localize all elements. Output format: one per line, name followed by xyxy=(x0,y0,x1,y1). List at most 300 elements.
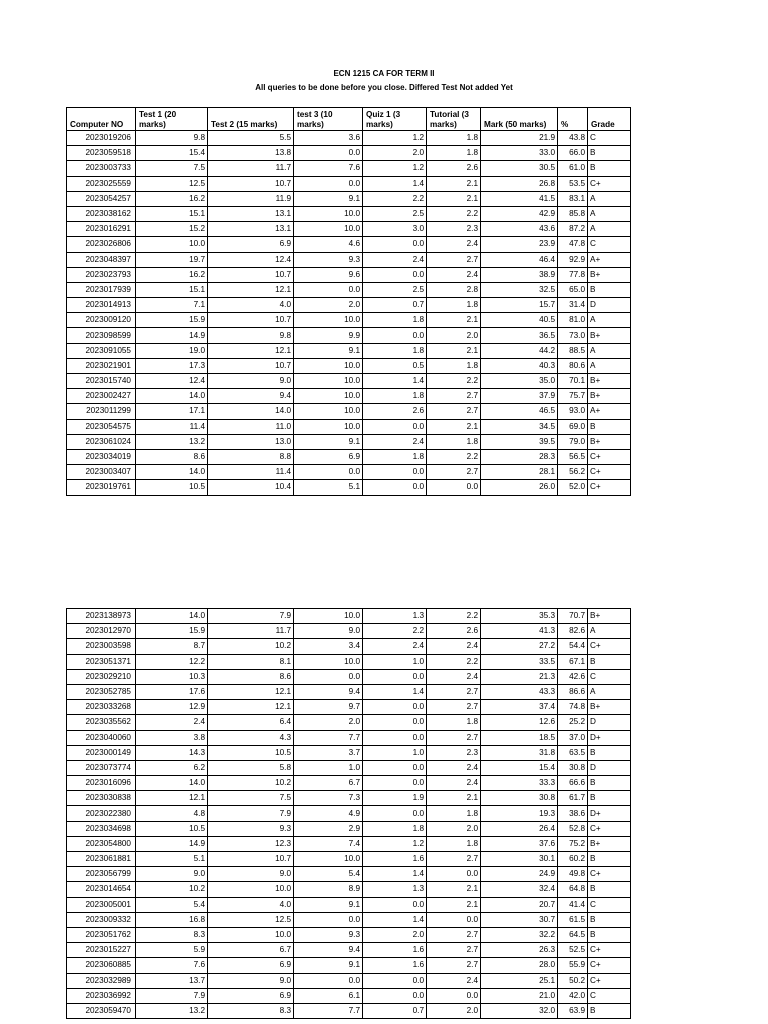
cell-computer-no: 2023009332 xyxy=(67,912,136,927)
cell-computer-no: 2023038162 xyxy=(67,206,136,221)
cell-test-2: 6.4 xyxy=(208,715,294,730)
cell-test-1: 14.0 xyxy=(136,465,208,480)
cell-grade: B+ xyxy=(588,836,631,851)
cell-computer-no: 2023059470 xyxy=(67,1003,136,1018)
cell-mark: 30.5 xyxy=(481,161,558,176)
cell-quiz-1: 1.4 xyxy=(363,176,427,191)
cell-mark: 41.3 xyxy=(481,624,558,639)
cell-mark: 33.3 xyxy=(481,776,558,791)
table-row xyxy=(67,912,631,927)
cell-computer-no: 2023054257 xyxy=(67,191,136,206)
cell-grade: C xyxy=(588,237,631,252)
cell-grade: B+ xyxy=(588,609,631,624)
cell-test-2: 9.0 xyxy=(208,973,294,988)
cell-quiz-1: 2.2 xyxy=(363,624,427,639)
cell-computer-no: 2023003733 xyxy=(67,161,136,176)
cell-percent: 92.9 xyxy=(558,252,588,267)
cell-tutorial: 2.2 xyxy=(427,609,481,624)
cell-computer-no: 2023061024 xyxy=(67,434,136,449)
cell-grade: D+ xyxy=(588,806,631,821)
cell-mark: 26.4 xyxy=(481,821,558,836)
cell-mark: 32.4 xyxy=(481,882,558,897)
cell-computer-no: 2023030838 xyxy=(67,791,136,806)
cell-test-3: 10.0 xyxy=(294,852,363,867)
cell-computer-no: 2023040060 xyxy=(67,730,136,745)
cell-grade: B xyxy=(588,161,631,176)
cell-grade: C xyxy=(588,669,631,684)
table-row xyxy=(67,358,631,373)
cell-test-3: 0.0 xyxy=(294,973,363,988)
cell-mark: 21.0 xyxy=(481,988,558,1003)
cell-percent: 37.0 xyxy=(558,730,588,745)
cell-percent: 67.1 xyxy=(558,654,588,669)
cell-tutorial: 2.2 xyxy=(427,206,481,221)
cell-percent: 70.7 xyxy=(558,609,588,624)
cell-test-1: 15.1 xyxy=(136,206,208,221)
cell-tutorial: 2.0 xyxy=(427,821,481,836)
cell-computer-no: 2023059518 xyxy=(67,146,136,161)
cell-mark: 37.9 xyxy=(481,389,558,404)
cell-quiz-1: 0.0 xyxy=(363,760,427,775)
cell-computer-no: 2023005001 xyxy=(67,897,136,912)
cell-percent: 49.8 xyxy=(558,867,588,882)
cell-mark: 26.3 xyxy=(481,943,558,958)
cell-percent: 93.0 xyxy=(558,404,588,419)
cell-test-3: 9.4 xyxy=(294,684,363,699)
cell-test-2: 9.3 xyxy=(208,821,294,836)
cell-mark: 31.8 xyxy=(481,745,558,760)
cell-mark: 24.9 xyxy=(481,867,558,882)
table-row xyxy=(67,760,631,775)
table-row xyxy=(67,389,631,404)
cell-test-2: 13.1 xyxy=(208,206,294,221)
cell-test-2: 9.0 xyxy=(208,867,294,882)
cell-test-3: 3.6 xyxy=(294,131,363,146)
cell-tutorial: 2.7 xyxy=(427,389,481,404)
cell-grade: C+ xyxy=(588,449,631,464)
cell-test-1: 14.3 xyxy=(136,745,208,760)
cell-mark: 19.3 xyxy=(481,806,558,821)
cell-mark: 28.1 xyxy=(481,465,558,480)
cell-percent: 52.8 xyxy=(558,821,588,836)
cell-test-1: 15.4 xyxy=(136,146,208,161)
cell-percent: 42.6 xyxy=(558,669,588,684)
cell-tutorial: 2.2 xyxy=(427,449,481,464)
cell-grade: D xyxy=(588,760,631,775)
cell-test-3: 2.9 xyxy=(294,821,363,836)
cell-test-2: 6.7 xyxy=(208,943,294,958)
cell-grade: A xyxy=(588,222,631,237)
cell-test-2: 10.7 xyxy=(208,176,294,191)
cell-tutorial: 2.7 xyxy=(427,943,481,958)
cell-mark: 33.0 xyxy=(481,146,558,161)
cell-test-3: 8.9 xyxy=(294,882,363,897)
cell-test-3: 10.0 xyxy=(294,609,363,624)
cell-test-2: 11.7 xyxy=(208,624,294,639)
cell-test-2: 9.0 xyxy=(208,374,294,389)
cell-computer-no: 2023000149 xyxy=(67,745,136,760)
cell-percent: 31.4 xyxy=(558,298,588,313)
cell-test-1: 16.2 xyxy=(136,191,208,206)
cell-quiz-1: 1.6 xyxy=(363,852,427,867)
table-row xyxy=(67,131,631,146)
cell-mark: 37.4 xyxy=(481,700,558,715)
cell-quiz-1: 1.0 xyxy=(363,745,427,760)
cell-quiz-1: 0.0 xyxy=(363,669,427,684)
cell-tutorial: 2.7 xyxy=(427,700,481,715)
cell-computer-no: 2023029210 xyxy=(67,669,136,684)
cell-mark: 41.5 xyxy=(481,191,558,206)
table-row xyxy=(67,927,631,942)
table-row xyxy=(67,867,631,882)
cell-test-3: 9.1 xyxy=(294,958,363,973)
cell-test-3: 9.0 xyxy=(294,624,363,639)
cell-tutorial: 2.4 xyxy=(427,639,481,654)
cell-quiz-1: 2.5 xyxy=(363,282,427,297)
cell-test-3: 7.4 xyxy=(294,836,363,851)
cell-test-3: 3.7 xyxy=(294,745,363,760)
cell-computer-no: 2023015227 xyxy=(67,943,136,958)
cell-test-2: 8.3 xyxy=(208,1003,294,1018)
cell-test-1: 15.9 xyxy=(136,624,208,639)
cell-test-2: 4.0 xyxy=(208,298,294,313)
cell-quiz-1: 3.0 xyxy=(363,222,427,237)
cell-mark: 34.5 xyxy=(481,419,558,434)
table-row xyxy=(67,791,631,806)
cell-quiz-1: 1.4 xyxy=(363,867,427,882)
cell-test-2: 10.4 xyxy=(208,480,294,495)
table-row xyxy=(67,806,631,821)
cell-percent: 56.2 xyxy=(558,465,588,480)
cell-test-1: 2.4 xyxy=(136,715,208,730)
cell-computer-no: 2023054800 xyxy=(67,836,136,851)
cell-tutorial: 2.7 xyxy=(427,852,481,867)
cell-quiz-1: 2.4 xyxy=(363,252,427,267)
cell-grade: B+ xyxy=(588,374,631,389)
cell-quiz-1: 0.0 xyxy=(363,897,427,912)
cell-quiz-1: 0.0 xyxy=(363,419,427,434)
cell-grade: C+ xyxy=(588,480,631,495)
cell-grade: B xyxy=(588,419,631,434)
cell-computer-no: 2023056799 xyxy=(67,867,136,882)
cell-test-2: 11.0 xyxy=(208,419,294,434)
cell-grade: D+ xyxy=(588,730,631,745)
cell-test-3: 7.3 xyxy=(294,791,363,806)
cell-percent: 74.8 xyxy=(558,700,588,715)
cell-mark: 38.9 xyxy=(481,267,558,282)
cell-tutorial: 2.7 xyxy=(427,252,481,267)
cell-test-3: 9.1 xyxy=(294,434,363,449)
cell-test-1: 15.9 xyxy=(136,313,208,328)
cell-test-3: 0.0 xyxy=(294,912,363,927)
table-row xyxy=(67,973,631,988)
cell-test-2: 8.8 xyxy=(208,449,294,464)
table-row xyxy=(67,776,631,791)
cell-percent: 75.2 xyxy=(558,836,588,851)
cell-test-1: 12.1 xyxy=(136,791,208,806)
cell-grade: C xyxy=(588,131,631,146)
cell-test-3: 5.4 xyxy=(294,867,363,882)
cell-computer-no: 2023091055 xyxy=(67,343,136,358)
cell-percent: 56.5 xyxy=(558,449,588,464)
table-row xyxy=(67,609,631,624)
cell-test-3: 9.1 xyxy=(294,343,363,358)
cell-computer-no: 2023034698 xyxy=(67,821,136,836)
cell-test-2: 12.1 xyxy=(208,282,294,297)
cell-mark: 30.8 xyxy=(481,791,558,806)
cell-test-3: 3.4 xyxy=(294,639,363,654)
table-row xyxy=(67,715,631,730)
cell-tutorial: 2.1 xyxy=(427,419,481,434)
cell-percent: 80.6 xyxy=(558,358,588,373)
cell-mark: 21.3 xyxy=(481,669,558,684)
cell-test-1: 3.8 xyxy=(136,730,208,745)
cell-mark: 35.0 xyxy=(481,374,558,389)
table-row xyxy=(67,465,631,480)
cell-tutorial: 1.8 xyxy=(427,434,481,449)
cell-grade: C+ xyxy=(588,639,631,654)
cell-computer-no: 2023003407 xyxy=(67,465,136,480)
cell-grade: C+ xyxy=(588,973,631,988)
cell-test-3: 10.0 xyxy=(294,374,363,389)
cell-computer-no: 2023060885 xyxy=(67,958,136,973)
cell-test-3: 10.0 xyxy=(294,313,363,328)
table-row xyxy=(67,206,631,221)
cell-grade: B xyxy=(588,1003,631,1018)
table-row xyxy=(67,282,631,297)
table-row xyxy=(67,222,631,237)
cell-tutorial: 2.1 xyxy=(427,313,481,328)
cell-test-1: 12.4 xyxy=(136,374,208,389)
cell-quiz-1: 0.7 xyxy=(363,1003,427,1018)
cell-tutorial: 2.7 xyxy=(427,927,481,942)
table-row xyxy=(67,480,631,495)
table-row xyxy=(67,958,631,973)
cell-computer-no: 2023073774 xyxy=(67,760,136,775)
cell-grade: A xyxy=(588,358,631,373)
cell-tutorial: 2.4 xyxy=(427,237,481,252)
cell-tutorial: 2.3 xyxy=(427,222,481,237)
header-test-3: test 3 (10 marks) xyxy=(294,108,363,131)
cell-test-1: 14.9 xyxy=(136,836,208,851)
cell-test-1: 9.8 xyxy=(136,131,208,146)
cell-test-3: 9.6 xyxy=(294,267,363,282)
cell-quiz-1: 1.2 xyxy=(363,161,427,176)
cell-tutorial: 2.1 xyxy=(427,176,481,191)
cell-computer-no: 2023098599 xyxy=(67,328,136,343)
cell-test-2: 13.1 xyxy=(208,222,294,237)
cell-percent: 82.6 xyxy=(558,624,588,639)
cell-test-2: 10.7 xyxy=(208,267,294,282)
table-row xyxy=(67,434,631,449)
header-mark: Mark (50 marks) xyxy=(481,108,558,131)
cell-quiz-1: 2.6 xyxy=(363,404,427,419)
cell-quiz-1: 1.3 xyxy=(363,882,427,897)
header-test-1: Test 1 (20 marks) xyxy=(136,108,208,131)
cell-test-2: 14.0 xyxy=(208,404,294,419)
cell-test-1: 7.6 xyxy=(136,958,208,973)
table-row xyxy=(67,821,631,836)
header-quiz-1: Quiz 1 (3 marks) xyxy=(363,108,427,131)
cell-test-3: 10.0 xyxy=(294,404,363,419)
table-row xyxy=(67,882,631,897)
cell-quiz-1: 0.0 xyxy=(363,267,427,282)
cell-test-2: 9.8 xyxy=(208,328,294,343)
cell-test-2: 13.8 xyxy=(208,146,294,161)
table-header-row xyxy=(67,108,631,131)
cell-grade: C xyxy=(588,988,631,1003)
cell-test-2: 12.3 xyxy=(208,836,294,851)
cell-quiz-1: 1.9 xyxy=(363,791,427,806)
cell-percent: 50.2 xyxy=(558,973,588,988)
cell-test-1: 14.0 xyxy=(136,609,208,624)
cell-computer-no: 2023051762 xyxy=(67,927,136,942)
cell-percent: 52.0 xyxy=(558,480,588,495)
cell-tutorial: 1.8 xyxy=(427,806,481,821)
cell-test-3: 9.9 xyxy=(294,328,363,343)
cell-quiz-1: 0.0 xyxy=(363,465,427,480)
cell-test-1: 6.2 xyxy=(136,760,208,775)
cell-mark: 44.2 xyxy=(481,343,558,358)
cell-mark: 32.5 xyxy=(481,282,558,297)
cell-test-1: 5.4 xyxy=(136,897,208,912)
cell-quiz-1: 0.0 xyxy=(363,806,427,821)
cell-test-3: 9.3 xyxy=(294,252,363,267)
cell-tutorial: 2.1 xyxy=(427,343,481,358)
cell-quiz-1: 2.0 xyxy=(363,927,427,942)
cell-test-3: 2.0 xyxy=(294,715,363,730)
cell-percent: 63.5 xyxy=(558,745,588,760)
cell-percent: 85.8 xyxy=(558,206,588,221)
cell-test-3: 0.0 xyxy=(294,282,363,297)
table-row xyxy=(67,419,631,434)
cell-test-2: 5.5 xyxy=(208,131,294,146)
cell-computer-no: 2023032989 xyxy=(67,973,136,988)
cell-percent: 61.0 xyxy=(558,161,588,176)
cell-mark: 36.5 xyxy=(481,328,558,343)
cell-computer-no: 2023014654 xyxy=(67,882,136,897)
table-row xyxy=(67,313,631,328)
cell-computer-no: 2023048397 xyxy=(67,252,136,267)
cell-grade: A xyxy=(588,343,631,358)
cell-computer-no: 2023023793 xyxy=(67,267,136,282)
cell-computer-no: 2023061881 xyxy=(67,852,136,867)
cell-tutorial: 0.0 xyxy=(427,867,481,882)
cell-percent: 42.0 xyxy=(558,988,588,1003)
cell-test-2: 12.1 xyxy=(208,684,294,699)
cell-quiz-1: 1.0 xyxy=(363,654,427,669)
cell-percent: 41.4 xyxy=(558,897,588,912)
cell-computer-no: 2023011299 xyxy=(67,404,136,419)
document-title: ECN 1215 CA FOR TERM II xyxy=(333,69,435,78)
cell-computer-no: 2023002427 xyxy=(67,389,136,404)
cell-computer-no: 2023033268 xyxy=(67,700,136,715)
cell-tutorial: 1.8 xyxy=(427,131,481,146)
cell-grade: B xyxy=(588,776,631,791)
cell-test-1: 12.9 xyxy=(136,700,208,715)
cell-test-3: 9.4 xyxy=(294,943,363,958)
cell-percent: 64.5 xyxy=(558,927,588,942)
cell-mark: 20.7 xyxy=(481,897,558,912)
cell-test-1: 15.1 xyxy=(136,282,208,297)
document-subtitle: All queries to be done before you close. Differed Test Not added Yet xyxy=(255,83,513,92)
cell-computer-no: 2023034019 xyxy=(67,449,136,464)
table-row xyxy=(67,343,631,358)
cell-tutorial: 1.8 xyxy=(427,146,481,161)
table-row xyxy=(67,176,631,191)
cell-test-1: 12.5 xyxy=(136,176,208,191)
cell-computer-no: 2023054575 xyxy=(67,419,136,434)
cell-mark: 40.3 xyxy=(481,358,558,373)
cell-mark: 23.9 xyxy=(481,237,558,252)
cell-quiz-1: 2.0 xyxy=(363,146,427,161)
cell-mark: 35.3 xyxy=(481,609,558,624)
cell-quiz-1: 1.2 xyxy=(363,131,427,146)
cell-tutorial: 1.8 xyxy=(427,715,481,730)
cell-grade: B xyxy=(588,282,631,297)
table-row xyxy=(67,404,631,419)
cell-percent: 54.4 xyxy=(558,639,588,654)
cell-percent: 64.8 xyxy=(558,882,588,897)
cell-tutorial: 2.1 xyxy=(427,191,481,206)
cell-test-1: 13.2 xyxy=(136,1003,208,1018)
table-row xyxy=(67,1003,631,1018)
cell-mark: 39.5 xyxy=(481,434,558,449)
cell-tutorial: 2.1 xyxy=(427,897,481,912)
cell-percent: 53.5 xyxy=(558,176,588,191)
cell-grade: B xyxy=(588,745,631,760)
cell-test-1: 10.0 xyxy=(136,237,208,252)
table-row xyxy=(67,639,631,654)
cell-test-3: 1.0 xyxy=(294,760,363,775)
cell-test-3: 4.9 xyxy=(294,806,363,821)
cell-test-1: 19.0 xyxy=(136,343,208,358)
cell-grade: A+ xyxy=(588,404,631,419)
cell-grade: A xyxy=(588,191,631,206)
cell-computer-no: 2023051371 xyxy=(67,654,136,669)
cell-test-1: 10.3 xyxy=(136,669,208,684)
cell-test-3: 9.3 xyxy=(294,927,363,942)
table-row xyxy=(67,161,631,176)
cell-mark: 46.4 xyxy=(481,252,558,267)
cell-test-3: 7.6 xyxy=(294,161,363,176)
cell-test-2: 4.3 xyxy=(208,730,294,745)
cell-quiz-1: 2.5 xyxy=(363,206,427,221)
cell-test-3: 9.1 xyxy=(294,897,363,912)
cell-test-3: 6.1 xyxy=(294,988,363,1003)
cell-test-2: 12.5 xyxy=(208,912,294,927)
cell-test-1: 14.0 xyxy=(136,776,208,791)
cell-test-3: 9.1 xyxy=(294,191,363,206)
cell-percent: 61.5 xyxy=(558,912,588,927)
table-row xyxy=(67,730,631,745)
cell-test-3: 9.7 xyxy=(294,700,363,715)
cell-test-1: 11.4 xyxy=(136,419,208,434)
cell-tutorial: 2.6 xyxy=(427,161,481,176)
cell-tutorial: 2.4 xyxy=(427,776,481,791)
cell-test-1: 10.2 xyxy=(136,882,208,897)
cell-grade: B+ xyxy=(588,700,631,715)
results-table-top xyxy=(66,107,631,496)
cell-computer-no: 2023012970 xyxy=(67,624,136,639)
cell-computer-no: 2023036992 xyxy=(67,988,136,1003)
table-row xyxy=(67,684,631,699)
cell-mark: 30.1 xyxy=(481,852,558,867)
cell-test-2: 10.5 xyxy=(208,745,294,760)
cell-percent: 61.7 xyxy=(558,791,588,806)
cell-test-2: 12.1 xyxy=(208,700,294,715)
cell-quiz-1: 1.2 xyxy=(363,836,427,851)
